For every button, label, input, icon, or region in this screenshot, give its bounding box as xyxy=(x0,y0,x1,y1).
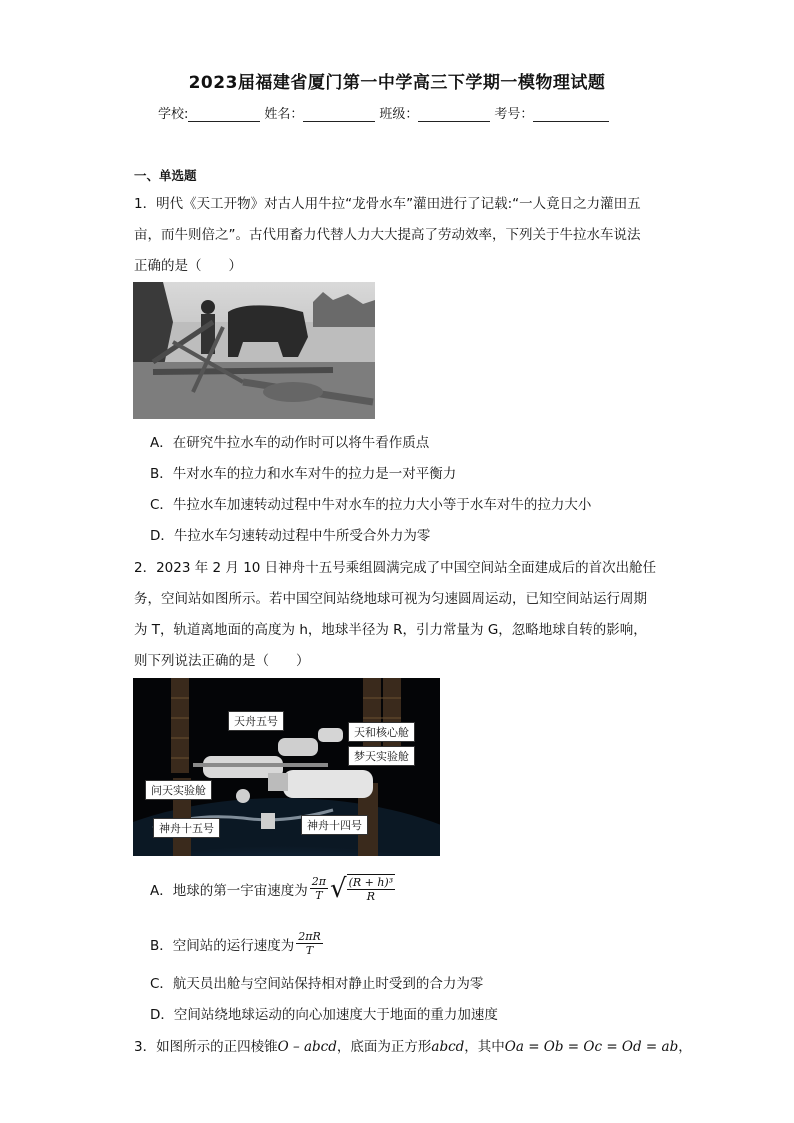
q2-line2: 务，空间站如图所示。若中国空间站绕地球可视为匀速圆周运动，已知空间站运行周期 xyxy=(134,591,647,607)
fraction-numerator: 2πR xyxy=(298,930,321,943)
class-field[interactable] xyxy=(418,107,490,122)
q2-option-c: C．航天员出舱与空间站保持相对静止时受到的合力为零 xyxy=(150,976,484,992)
q2-option-a-text: A．地球的第一宇宙速度为 xyxy=(150,882,308,899)
class-label: 班级： xyxy=(379,107,419,122)
q2-line1: 2．2023 年 2 月 10 日神舟十五号乘组圆满完成了中国空间站全面建成后的首次出舱任 xyxy=(134,560,657,576)
school-label: 学校: xyxy=(158,107,189,122)
q1-option-c: C．牛拉水车加速转动过程中牛对水车的拉力大小等于水车对牛的拉力大小 xyxy=(150,497,592,513)
number-label: 考号： xyxy=(494,107,534,122)
student-info-row xyxy=(158,103,613,122)
space-station-photo xyxy=(133,678,440,856)
label-tianhe: 天和核心舱 xyxy=(348,722,415,742)
q1-line2: 亩，而牛则倍之”。古代用畜力代替人力大大提高了劳动效率，下列关于牛拉水车说法 xyxy=(134,227,641,243)
fraction-denominator: T xyxy=(315,889,323,902)
sqrt-expression xyxy=(330,874,395,903)
number-field[interactable] xyxy=(533,107,609,122)
q3-line1 xyxy=(134,1035,692,1055)
sqrt-radicand xyxy=(347,874,396,903)
name-label: 姓名： xyxy=(264,107,304,122)
label-shenzhou15: 神舟十五号 xyxy=(153,818,220,838)
label-shenzhou14: 神舟十四号 xyxy=(301,815,368,835)
q3-prefix: 3．如图所示的正四棱锥 xyxy=(134,1039,278,1055)
q1-option-a: A．在研究牛拉水车的动作时可以将牛看作质点 xyxy=(150,435,430,451)
q1-option-b: B．牛对水车的拉力和水车对牛的拉力是一对平衡力 xyxy=(150,466,457,482)
fraction-denominator: T xyxy=(305,944,314,957)
q3-suffix: ， xyxy=(678,1039,692,1055)
section-heading: 一、单选题 xyxy=(134,168,197,183)
label-mengtian: 梦天实验舱 xyxy=(348,746,415,766)
q2-option-b xyxy=(150,930,325,957)
q1-line3: 正确的是（ ） xyxy=(134,258,242,274)
q3-mid2: ，其中 xyxy=(464,1039,505,1055)
q3-pyramid-expr: O – abcd xyxy=(277,1039,337,1055)
page-title: 2023届福建省厦门第一中学高三下学期一模物理试题 xyxy=(188,73,606,93)
q2-option-d: D．空间站绕地球运动的向心加速度大于地面的重力加速度 xyxy=(150,1007,498,1023)
label-wentian: 问天实验舱 xyxy=(145,780,212,800)
q1-option-d: D．牛拉水车匀速转动过程中牛所受合外力为零 xyxy=(150,528,431,544)
fraction-2pi-over-t xyxy=(310,875,328,902)
label-tianzhou5: 天舟五号 xyxy=(228,711,284,731)
fraction-2pir-over-t xyxy=(296,930,323,957)
q3-equal-edges-expr: Oa = Ob = Oc = Od = ab xyxy=(504,1039,679,1055)
fraction-numerator: 2π xyxy=(311,875,326,888)
ox-waterwheel-photo xyxy=(133,282,375,419)
school-field[interactable] xyxy=(188,107,260,122)
radical-icon: √ xyxy=(329,873,347,904)
q2-line4: 则下列说法正确的是（ ） xyxy=(134,653,310,669)
q1-line1: 1．明代《天工开物》对古人用牛拉“龙骨水车”灌田进行了记载:“一人竟日之力灌田五 xyxy=(134,196,641,212)
radicand-numerator: (R + h)³ xyxy=(348,876,394,889)
q3-mid1: ，底面为正方形 xyxy=(336,1039,432,1055)
q2-option-b-text: B．空间站的运行速度为 xyxy=(150,937,295,954)
q3-square-expr: abcd xyxy=(431,1039,465,1055)
q2-option-a xyxy=(150,874,395,903)
radicand-denominator: R xyxy=(366,890,375,903)
name-field[interactable] xyxy=(303,107,375,122)
q2-line3: 为 T，轨道离地面的高度为 h，地球半径为 R，引力常量为 G，忽略地球自转的影响， xyxy=(134,622,647,638)
